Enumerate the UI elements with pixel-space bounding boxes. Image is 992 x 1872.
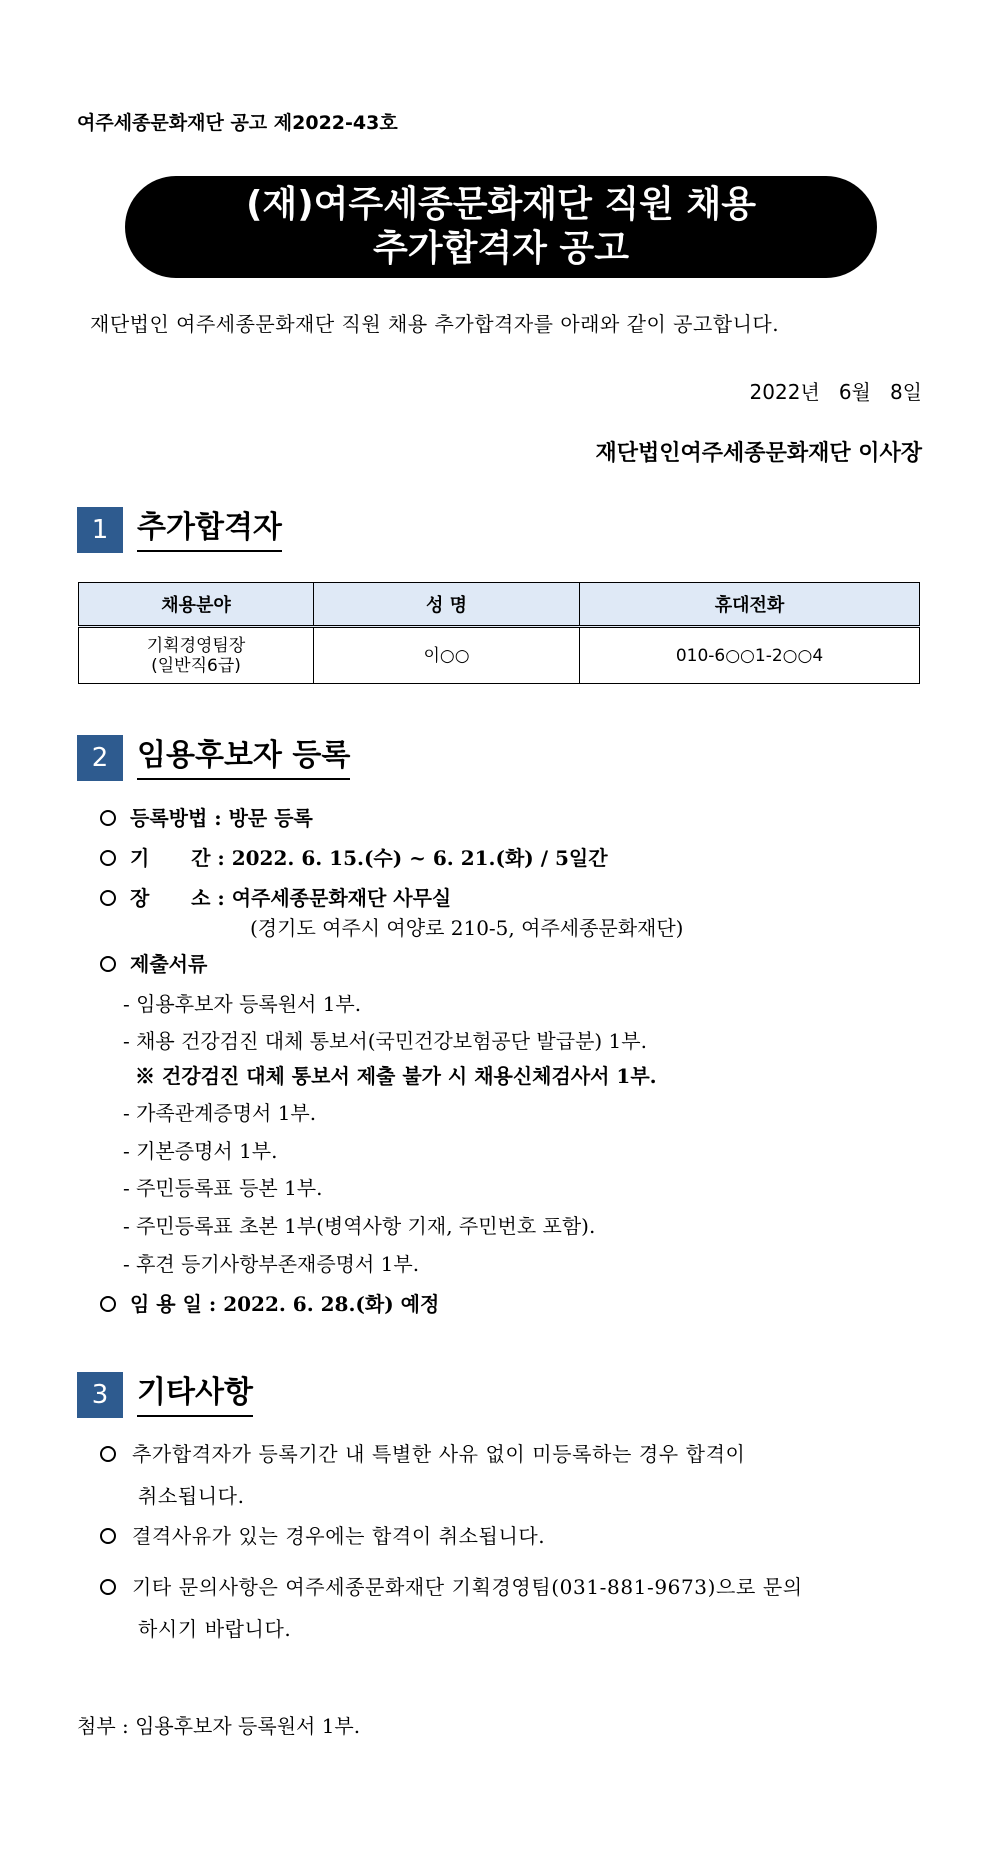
intro-text: 재단법인 여주세종문화재단 직원 채용 추가합격자를 아래와 같이 공고합니다. (90, 312, 780, 336)
document-item: - 후견 등기사항부존재증명서 1부. (123, 1252, 420, 1276)
cell-field (79, 627, 314, 684)
circle-bullet-icon (100, 850, 116, 866)
signer: 재단법인여주세종문화재단 이사장 (595, 440, 922, 466)
column-header-phone: 휴대전화 (580, 583, 920, 627)
registration-period (100, 842, 608, 871)
notice-item-text-cont: 하시기 바랍니다. (138, 1617, 292, 1641)
title-line-1: (재)여주세종문화재단 직원 채용 (245, 184, 757, 225)
notice-date: 2022년 6월 8일 (749, 380, 922, 404)
notice-item (100, 1515, 920, 1557)
field-name: 기획경영팀장 (146, 635, 246, 656)
table-header-row (79, 583, 920, 627)
documents-label-text: 제출서류 (130, 952, 208, 976)
section-1-heading (77, 507, 282, 553)
registration-place (100, 882, 451, 911)
circle-bullet-icon (100, 1446, 116, 1462)
section-3-heading (77, 1372, 253, 1418)
document-item: - 주민등록표 등본 1부. (123, 1176, 323, 1200)
registration-period-text: 기 간 : 2022. 6. 15.(수) ~ 6. 21.(화) / 5일간 (130, 846, 608, 870)
appointment-date-text: 임 용 일 : 2022. 6. 28.(화) 예정 (130, 1292, 440, 1316)
section-title: 임용후보자 등록 (137, 737, 350, 780)
notice-item (100, 1566, 920, 1650)
notice-item-text-cont: 취소됩니다. (138, 1484, 245, 1508)
section-2-heading (77, 735, 350, 781)
additional-pass-table (78, 582, 920, 684)
notice-item (100, 1433, 920, 1517)
circle-bullet-icon (100, 956, 116, 972)
circle-bullet-icon (100, 890, 116, 906)
appointment-date (100, 1288, 439, 1317)
notice-number: 여주세종문화재단 공고 제2022-43호 (77, 112, 398, 134)
document-item: - 채용 건강검진 대체 통보서(국민건강보험공단 발급분) 1부. (123, 1029, 647, 1053)
document-item: - 기본증명서 1부. (123, 1139, 278, 1163)
document-item: - 주민등록표 초본 1부(병역사항 기재, 주민번호 포함). (123, 1214, 596, 1238)
notice-item-text: 기타 문의사항은 여주세종문화재단 기획경영팀(031-881-9673)으로 문의 (132, 1575, 803, 1599)
document-item: - 가족관계증명서 1부. (123, 1101, 317, 1125)
section-title: 추가합격자 (137, 509, 282, 552)
table-row (79, 627, 920, 684)
section-number-badge: 1 (77, 507, 123, 553)
place-detail: (경기도 여주시 여양로 210-5, 여주세종문화재단) (250, 916, 684, 940)
registration-method-text: 등록방법 : 방문 등록 (130, 806, 313, 830)
notice-item-text: 추가합격자가 등록기간 내 특별한 사유 없이 미등록하는 경우 합격이 (132, 1442, 746, 1466)
cell-name: 이○○ (314, 627, 580, 684)
cell-phone: 010-6○○1-2○○4 (580, 627, 920, 684)
circle-bullet-icon (100, 1296, 116, 1312)
notice-item-text: 결격사유가 있는 경우에는 합격이 취소됩니다. (132, 1524, 546, 1548)
circle-bullet-icon (100, 1528, 116, 1544)
section-number-badge: 3 (77, 1372, 123, 1418)
column-header-field: 채용분야 (79, 583, 314, 627)
document-item: - 임용후보자 등록원서 1부. (123, 992, 362, 1016)
circle-bullet-icon (100, 810, 116, 826)
circle-bullet-icon (100, 1579, 116, 1595)
title-line-2: 추가합격자 공고 (373, 228, 629, 269)
document-note: ※ 건강검진 대체 통보서 제출 불가 시 채용신체검사서 1부. (135, 1064, 657, 1088)
registration-place-text: 장 소 : 여주세종문화재단 사무실 (130, 886, 452, 910)
column-header-name: 성 명 (314, 583, 580, 627)
section-number-badge: 2 (77, 735, 123, 781)
title-banner (125, 176, 877, 278)
documents-label (100, 948, 207, 977)
section-title: 기타사항 (137, 1374, 253, 1417)
registration-method (100, 802, 313, 831)
attachment-note: 첨부 : 임용후보자 등록원서 1부. (77, 1714, 361, 1738)
field-grade: (일반직6급) (151, 655, 241, 676)
